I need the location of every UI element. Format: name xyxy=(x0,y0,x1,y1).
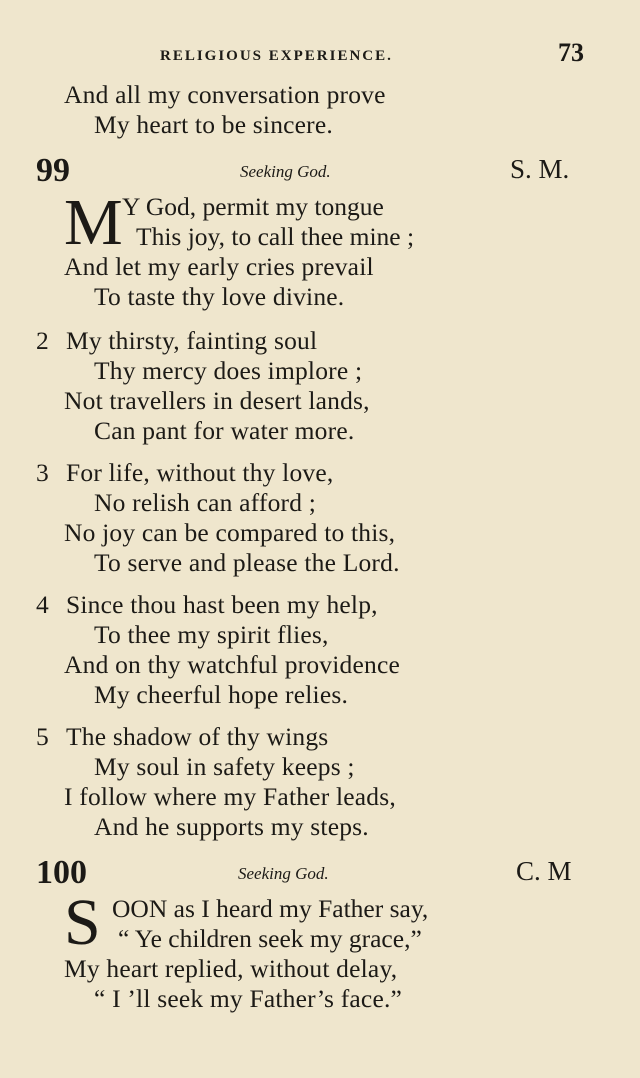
hymn-number: 100 xyxy=(36,854,87,891)
verse-line: Thy mercy does implore ; xyxy=(94,356,363,385)
verse-line: My heart replied, without delay, xyxy=(64,954,398,983)
drop-cap: M xyxy=(64,186,123,259)
first-line: OON as I heard my Father say, xyxy=(112,894,429,923)
hymn-meter: C. M xyxy=(516,856,572,886)
hymn-title: Seeking God. xyxy=(238,864,329,883)
second-line: This joy, to call thee mine ; xyxy=(136,222,415,251)
verse-number: 2 xyxy=(36,326,49,355)
verse-line: 4 Since thou hast been my help, xyxy=(36,590,378,619)
continuation-line: My heart to be sincere. xyxy=(94,110,333,139)
hymn-number: 99 xyxy=(36,152,70,189)
verse-line: And let my early cries prevail xyxy=(64,252,374,281)
running-head: RELIGIOUS EXPERIENCE. xyxy=(160,48,393,64)
verse-line: To taste thy love divine. xyxy=(94,282,345,311)
verse-number: 5 xyxy=(36,722,49,751)
verse-line: “ I ’ll seek my Father’s face.” xyxy=(94,984,403,1013)
verse-line: My cheerful hope relies. xyxy=(94,680,349,709)
drop-cap: S xyxy=(64,886,101,959)
verse-line: No joy can be compared to this, xyxy=(64,518,396,547)
verse-line: And he supports my steps. xyxy=(94,812,369,841)
verse-number: 4 xyxy=(36,590,49,619)
verse-line: 3 For life, without thy love, xyxy=(36,458,334,487)
continuation-line: And all my conversation prove xyxy=(64,80,386,109)
first-line: Y God, permit my tongue xyxy=(122,192,384,221)
second-line: “ Ye children seek my grace,” xyxy=(118,924,422,953)
page-number: 73 xyxy=(558,38,584,67)
hymn-meter: S. M. xyxy=(510,154,570,184)
verse-line: I follow where my Father leads, xyxy=(64,782,396,811)
verse-line: Not travellers in desert lands, xyxy=(64,386,370,415)
verse-line: 2 My thirsty, fainting soul xyxy=(36,326,318,355)
verse-line: 5 The shadow of thy wings xyxy=(36,722,329,751)
verse-line: To thee my spirit flies, xyxy=(94,620,329,649)
page-header xyxy=(0,36,640,76)
verse-number: 3 xyxy=(36,458,49,487)
verse-line: No relish can afford ; xyxy=(94,488,317,517)
verse-line: Can pant for water more. xyxy=(94,416,355,445)
verse-line: My soul in safety keeps ; xyxy=(94,752,355,781)
verse-line: And on thy watchful providence xyxy=(64,650,400,679)
hymn-title: Seeking God. xyxy=(240,162,331,181)
verse-line: To serve and please the Lord. xyxy=(94,548,400,577)
